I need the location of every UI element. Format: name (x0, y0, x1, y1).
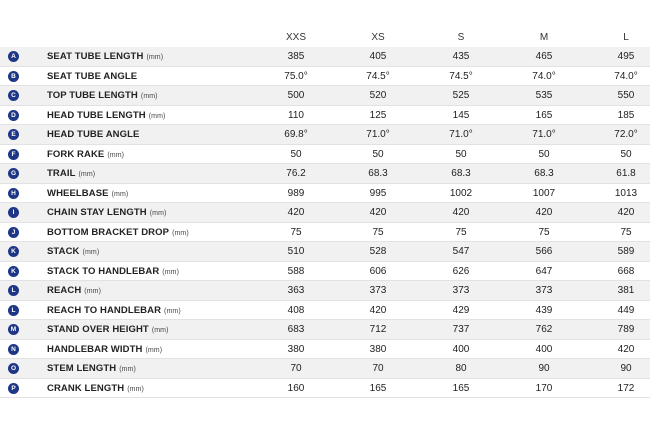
measurement-label (47, 168, 95, 179)
measurement-unit: (mm) (148, 112, 166, 120)
table-cell: 420 (535, 207, 553, 218)
measurement-name: REACH TO HANDLEBAR (47, 304, 162, 316)
measurement-name: STEM LENGTH (47, 363, 117, 374)
table-row (0, 320, 650, 340)
table-cell: 683 (287, 324, 305, 335)
row-divider (0, 397, 650, 398)
table-cell: 535 (535, 90, 553, 101)
measurement-name: STACK TO HANDLEBAR (47, 265, 160, 277)
measurement-letter-badge: C (8, 90, 19, 101)
size-header-s: S (457, 32, 465, 43)
measurement-unit: (mm) (82, 249, 100, 256)
measurement-letter-badge: M (8, 324, 19, 335)
size-header-xxs: XXS (285, 32, 306, 43)
table-cell: 72.0° (614, 129, 638, 140)
table-row (0, 164, 650, 184)
measurement-name: HANDLEBAR WIDTH (47, 343, 143, 355)
measurement-unit: (mm) (107, 151, 125, 159)
table-cell: 74.0° (614, 70, 638, 82)
size-header-l: L (623, 32, 629, 43)
table-row (0, 262, 650, 282)
measurement-label (47, 344, 162, 355)
measurement-name: STACK (47, 246, 80, 257)
table-cell: 70 (372, 363, 384, 374)
table-cell: 50 (538, 148, 550, 160)
measurement-unit: (mm) (84, 288, 102, 295)
measurement-label (47, 266, 179, 277)
table-row (0, 67, 650, 87)
table-cell: 762 (535, 324, 553, 335)
measurement-letter-badge: D (8, 110, 19, 121)
measurement-letter-badge: N (8, 344, 19, 355)
measurement-name: TRAIL (47, 168, 76, 179)
measurement-unit: (mm) (146, 54, 164, 61)
table-row (0, 106, 650, 126)
table-cell: 71.0° (532, 129, 556, 140)
table-cell: 420 (617, 207, 635, 218)
measurement-letter-badge: K (8, 246, 19, 257)
measurement-letter-badge: P (8, 383, 19, 394)
table-cell: 510 (287, 246, 305, 257)
table-cell: 125 (369, 109, 387, 121)
table-row (0, 223, 650, 243)
table-cell: 76.2 (286, 168, 306, 179)
measurement-letter-badge: J (8, 227, 19, 238)
table-row (0, 184, 650, 204)
table-cell: 50 (290, 148, 302, 160)
table-cell: 185 (617, 109, 635, 121)
table-cell: 550 (617, 90, 635, 101)
table-cell: 50 (372, 148, 384, 160)
table-cell: 381 (617, 285, 635, 296)
measurement-name: HEAD TUBE LENGTH (47, 109, 146, 121)
table-cell: 165 (535, 109, 553, 121)
measurement-label (47, 51, 163, 62)
measurement-name: STAND OVER HEIGHT (47, 324, 149, 335)
table-cell: 160 (287, 382, 305, 394)
table-cell: 737 (452, 324, 470, 335)
table-cell: 408 (287, 304, 305, 316)
measurement-letter-badge: B (8, 71, 19, 82)
table-cell: 400 (535, 343, 553, 355)
table-cell: 435 (452, 51, 470, 62)
size-header-row (0, 28, 650, 48)
table-cell: 668 (617, 265, 635, 277)
measurement-unit: (mm) (172, 229, 189, 237)
measurement-name: CHAIN STAY LENGTH (47, 207, 147, 218)
table-cell: 420 (369, 207, 387, 218)
measurement-unit: (mm) (111, 190, 129, 198)
measurement-label (47, 71, 137, 82)
table-cell: 626 (452, 265, 470, 277)
measurement-label (47, 188, 128, 199)
measurement-unit: (mm) (140, 93, 158, 100)
measurement-label (47, 285, 101, 296)
table-cell: 75 (620, 226, 632, 238)
measurement-name: REACH (47, 285, 82, 296)
table-cell: 400 (452, 343, 470, 355)
table-cell: 1002 (449, 187, 473, 199)
measurement-letter-badge: K (8, 266, 19, 277)
measurement-unit: (mm) (78, 171, 96, 178)
table-cell: 449 (617, 304, 635, 316)
table-cell: 363 (287, 285, 305, 296)
table-row (0, 281, 650, 301)
measurement-label (47, 246, 99, 257)
measurement-name: BOTTOM BRACKET DROP (47, 226, 170, 238)
table-cell: 74.0° (532, 70, 556, 82)
table-cell: 75 (455, 226, 467, 238)
table-cell: 68.3 (534, 168, 554, 179)
table-cell: 380 (287, 343, 305, 355)
table-row (0, 359, 650, 379)
measurement-name: CRANK LENGTH (47, 382, 125, 394)
table-cell: 500 (287, 90, 305, 101)
measurement-label (47, 383, 144, 394)
table-cell: 74.5° (449, 70, 473, 82)
table-cell: 90 (620, 363, 632, 374)
table-row (0, 242, 650, 262)
table-cell: 170 (535, 382, 553, 394)
table-row (0, 125, 650, 145)
measurement-letter-badge: I (8, 207, 19, 218)
measurement-unit: (mm) (149, 210, 167, 217)
table-cell: 50 (620, 148, 632, 160)
measurement-letter-badge: L (8, 305, 19, 316)
table-cell: 71.0° (366, 129, 390, 140)
measurement-name: TOP TUBE LENGTH (47, 90, 138, 101)
table-cell: 75 (538, 226, 550, 238)
measurement-label (47, 324, 169, 335)
measurement-name: SEAT TUBE ANGLE (47, 70, 138, 82)
table-cell: 75 (372, 226, 384, 238)
measurement-letter-badge: A (8, 51, 19, 62)
table-cell: 74.5° (366, 70, 390, 82)
table-cell: 1013 (614, 187, 638, 199)
measurement-letter-badge: H (8, 188, 19, 199)
table-cell: 165 (452, 382, 470, 394)
measurement-name: SEAT TUBE LENGTH (47, 51, 144, 62)
size-header-m: M (539, 32, 549, 43)
table-cell: 373 (369, 285, 387, 296)
measurement-name: HEAD TUBE ANGLE (47, 129, 140, 140)
measurement-unit: (mm) (145, 346, 163, 354)
measurement-name: WHEELBASE (47, 187, 109, 199)
table-cell: 50 (455, 148, 467, 160)
measurement-label (47, 363, 136, 374)
table-cell: 520 (369, 90, 387, 101)
table-cell: 61.8 (616, 168, 636, 179)
table-row (0, 340, 650, 360)
table-cell: 68.3 (451, 168, 471, 179)
measurement-unit: (mm) (164, 307, 181, 315)
table-cell: 172 (617, 382, 635, 394)
table-cell: 789 (617, 324, 635, 335)
measurement-letter-badge: L (8, 285, 19, 296)
table-cell: 110 (288, 109, 304, 121)
table-cell: 495 (617, 51, 635, 62)
table-row (0, 47, 650, 67)
measurement-label (47, 110, 165, 121)
measurement-label (47, 305, 181, 316)
table-cell: 439 (535, 304, 553, 316)
table-cell: 995 (369, 187, 387, 199)
table-cell: 589 (617, 246, 635, 257)
measurement-letter-badge: E (8, 129, 19, 140)
table-cell: 145 (452, 109, 470, 121)
table-cell: 989 (287, 187, 305, 199)
measurement-unit: (mm) (151, 327, 169, 334)
table-cell: 525 (452, 90, 470, 101)
table-cell: 1007 (532, 187, 556, 199)
table-cell: 465 (535, 51, 553, 62)
table-row (0, 86, 650, 106)
table-cell: 71.0° (449, 129, 473, 140)
table-cell: 647 (535, 265, 553, 277)
table-cell: 373 (535, 285, 553, 296)
measurement-name: FORK RAKE (47, 148, 105, 160)
table-cell: 712 (369, 324, 387, 335)
table-cell: 606 (369, 265, 387, 277)
table-cell: 69.8° (284, 129, 308, 140)
measurement-letter-badge: G (8, 168, 19, 179)
table-cell: 373 (452, 285, 470, 296)
measurement-letter-badge: F (8, 149, 19, 160)
table-row (0, 145, 650, 165)
measurement-label (47, 227, 189, 238)
table-cell: 80 (455, 363, 467, 374)
table-row (0, 203, 650, 223)
measurement-label (47, 149, 124, 160)
table-cell: 75.0° (284, 70, 308, 82)
table-cell: 429 (452, 304, 470, 316)
measurement-label (47, 90, 158, 101)
table-cell: 588 (287, 265, 305, 277)
table-cell: 165 (369, 382, 387, 394)
table-cell: 420 (452, 207, 470, 218)
table-cell: 380 (369, 343, 387, 355)
measurement-label (47, 207, 166, 218)
table-cell: 547 (452, 246, 470, 257)
table-cell: 385 (287, 51, 305, 62)
size-header-xs: XS (371, 32, 385, 43)
measurement-label (47, 129, 139, 140)
table-cell: 566 (535, 246, 553, 257)
table-cell: 420 (617, 343, 635, 355)
geometry-rows (0, 47, 650, 398)
table-row (0, 301, 650, 321)
table-cell: 90 (538, 363, 550, 374)
table-cell: 405 (369, 51, 387, 62)
measurement-unit: (mm) (119, 366, 136, 373)
table-cell: 528 (369, 246, 387, 257)
table-cell: 68.3 (368, 168, 388, 179)
measurement-unit: (mm) (127, 385, 144, 393)
table-cell: 420 (369, 304, 387, 316)
measurement-unit: (mm) (162, 268, 180, 276)
table-row (0, 379, 650, 399)
table-cell: 75 (290, 226, 302, 238)
measurement-letter-badge: O (8, 363, 19, 374)
table-cell: 420 (287, 207, 305, 218)
table-cell: 70 (290, 363, 302, 374)
